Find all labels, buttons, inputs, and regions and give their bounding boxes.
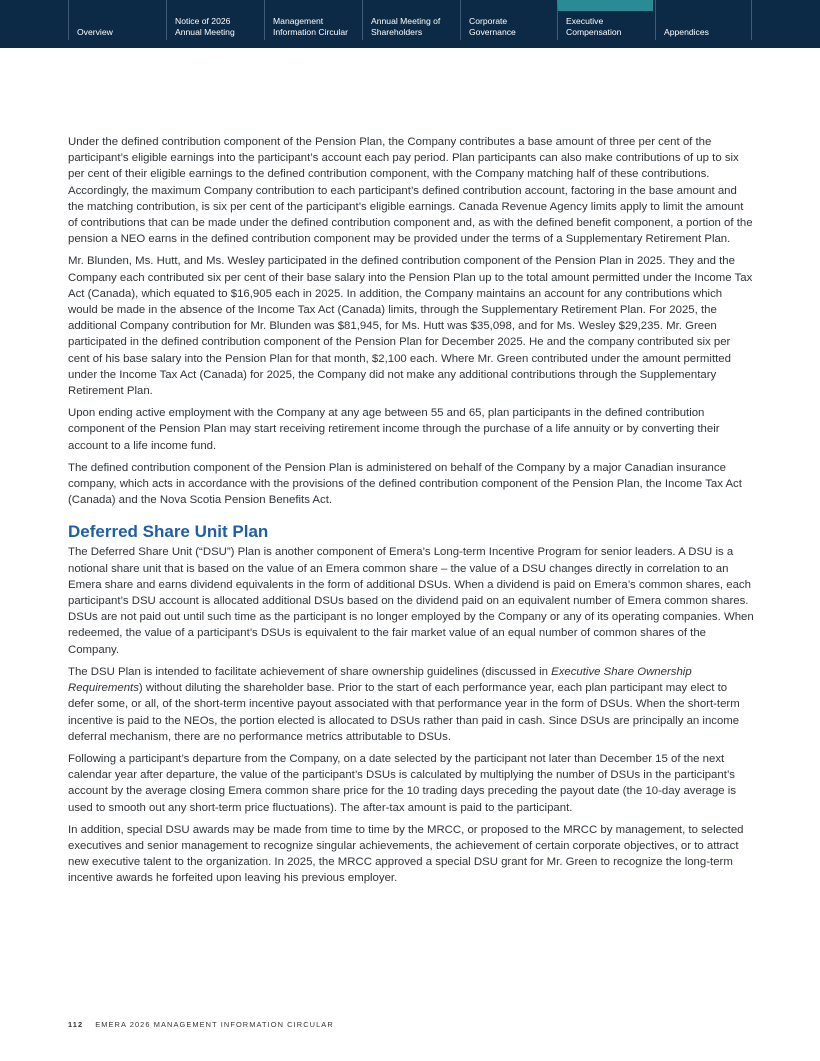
top-navigation-bar — [0, 0, 820, 48]
paragraph-special-dsu-awards: In addition, special DSU awards may be made from time to time by the MRCC, or proposed to the MRCC by management, to selected executives and senior management to recognize singular achievements, the achievement of certain corporate objectives, or to attract new executive talent to the organization. In 2025, the MRCC approved a special DSU grant for Mr. Green to recognize the long-term incentive awards he forfeited upon leaving his previous employer. — [68, 823, 744, 885]
nav-tab-corporate-governance[interactable] — [460, 0, 556, 40]
nav-tab-line1: Corporate — [469, 16, 508, 26]
text-run: ) without diluting the shareholder base. Prior to the start of each performance year, each plan participant may elect to defer some, or all, of the short-term incentive payout associated with that performance year in the form of DSUs. When the short-term incentive is paid to the NEOs, the portion elected is allocated to DSUs rather than paid in cash. Since DSUs are principally an income deferral mechanism, there are no performance metrics attributable to DSUs. — [68, 682, 740, 743]
page-footer — [68, 1020, 334, 1029]
section-heading-dsu-plan: Deferred Share Unit Plan — [68, 522, 269, 542]
nav-tab-line2: Governance — [469, 27, 516, 37]
nav-tab-line2: Annual Meeting — [175, 27, 235, 37]
paragraph-neo-participation: Mr. Blunden, Ms. Hutt, and Ms. Wesley participated in the defined contribution component of the Pension Plan in 2025. They and the Company each contributed six per cent of their base salary into the Pension Plan up to the total amount permitted under the Income Tax Act (Canada), which equated to $16,905 each in 2025. In addition, the Company maintains an account for any contributions which would be made in the absence of the Income Tax Act (Canada) limits, through the Supplementary Retirement Plan. For 2025, the additional Company contribution for Mr. Blunden was $81,945, for Ms. Hutt was $35,098, and for Ms. Wesley $29,235. Mr. Green participated in the defined contribution component of the Pension Plan for December 2025. He and the company contributed six per cent of his base salary into the Pension Plan for that month, $2,100 each. Where Mr. Green contributed under the amount permitted under the Income Tax Act (Canada) for 2025, the Company did not make any additional contributions through the Supplementary Retirement Plan. — [68, 255, 753, 398]
footer-title: EMERA 2026 MANAGEMENT INFORMATION CIRCULAR — [95, 1020, 334, 1029]
nav-tab-line1: Management — [273, 16, 324, 26]
paragraph-administration: The defined contribution component of the Pension Plan is administered on behalf of the Company by a major Canadian insurance company, which acts in accordance with the provisions of the defined contribution component of the Pension Plan, the Income Tax Act (Canada) and the Nova Scotia Pension Benefits Act. — [68, 461, 742, 507]
nav-tab-management-information-circular[interactable] — [264, 0, 360, 40]
nav-tab-line1: Notice of 2026 — [175, 16, 231, 26]
nav-tab-line2: Shareholders — [371, 27, 423, 37]
nav-tab-notice-of-annual-meeting[interactable] — [166, 0, 262, 40]
paragraph-retirement-income: Upon ending active employment with the Company at any age between 55 and 65, plan participants in the defined contribution component of the Pension Plan may start receiving retirement income through the purchase of a life annuity or by converting their account to a life income fund. — [68, 407, 720, 452]
paragraph-dsu-purpose — [68, 664, 754, 745]
nav-tab-line2: Compensation — [566, 27, 622, 37]
main-content — [68, 134, 754, 893]
paragraph-dsu-overview: The Deferred Share Unit (“DSU”) Plan is another component of Emera’s Long-term Incentive Program for senior leaders. A DSU is a notional share unit that is based on the value of an Emera common share – the value of a DSU changes directly in correlation to an Emera share and earns dividend equivalents in the form of additional DSUs. When a dividend is paid on Emera’s common shares, each participant’s DSU account is allocated additional DSUs based on the dividend paid on an equivalent number of Emera common shares. DSUs are not paid out until such time as the participant is no longer employed by the Company or any of its operating companies. When redeemed, the value of a participant’s DSUs is equivalent to the fair market value of an equal number of common shares of the Company. — [68, 546, 754, 656]
page-number: 112 — [68, 1020, 84, 1029]
paragraph-dsu-payout: Following a participant’s departure from the Company, on a date selected by the participant not later than December 15 of the next calendar year after departure, the value of the participant’s DSUs is calculated by multiplying the number of DSUs in the participant’s account by the average closing Emera common share price for the 10 trading days preceding the payout date (the 10-day average is used to smooth out any short-term price fluctuations). The after-tax amount is paid to the participant. — [68, 752, 737, 814]
nav-tab-appendices[interactable] — [655, 0, 751, 40]
nav-tab-line2: Information Circular — [273, 27, 348, 37]
nav-tab-line1: Executive — [566, 16, 604, 26]
nav-tab-line2: Appendices — [664, 27, 709, 37]
nav-divider — [751, 0, 752, 40]
nav-tab-line1: Annual Meeting of — [371, 16, 441, 26]
nav-tab-executive-compensation[interactable] — [557, 0, 653, 40]
nav-tab-line2: Overview — [77, 27, 113, 37]
nav-tab-overview[interactable] — [68, 0, 164, 40]
nav-tab-annual-meeting-of-shareholders[interactable] — [362, 0, 458, 40]
cross-reference-link: Executive Share Ownership Requirements — [68, 665, 692, 695]
text-run: The DSU Plan is intended to facilitate achievement of share ownership guidelines (discussed in — [68, 665, 552, 678]
paragraph-dc-contributions: Under the defined contribution component of the Pension Plan, the Company contributes a base amount of three per cent of the participant’s eligible earnings into the participant’s account each pay period. Plan participants can also make contributions of up to six per cent of their eligible earnings to the defined contribution component, with the Company matching half of these contributions. Accordingly, the maximum Company contribution to each participant’s defined contribution account, factoring in the base amount and the matching contribution, is six per cent of the participant’s eligible earnings. Canada Revenue Agency limits apply to limit the amount of contributions that can be made under the defined contribution component and, as with the defined benefit component, a portion of the pension a NEO earns in the defined contribution component may be provided under the terms of a Supplementary Retirement Plan. — [68, 136, 753, 246]
